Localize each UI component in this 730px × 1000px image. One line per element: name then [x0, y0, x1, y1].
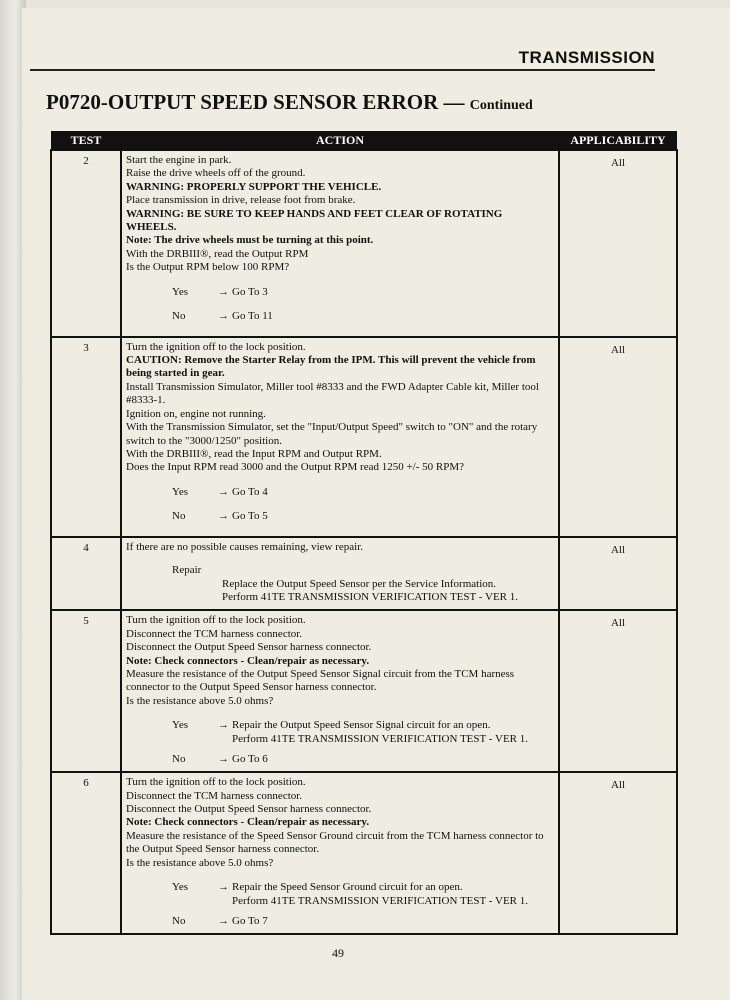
option-no: No → Go To 5 [172, 509, 268, 522]
test-action [121, 772, 559, 934]
action-line: Raise the drive wheels off of the ground. [126, 167, 306, 180]
test-applicability: All [559, 772, 677, 934]
action-line: Is the Output RPM below 100 RPM? [126, 261, 290, 274]
test-number: 3 [51, 337, 121, 537]
action-line: Disconnect the Output Speed Sensor harness connector. [126, 641, 372, 654]
action-line: With the Transmission Simulator, set the "Input/Output Speed" switch to "ON" and the rotary switch to the "3000/1250" position. [126, 421, 538, 447]
action-line: With the DRBIII®, read the Input RPM and Output RPM. [126, 447, 382, 460]
note-line: Note: Check connectors - Clean/repair as necessary. [126, 816, 370, 829]
title-continued: Continued [469, 98, 533, 113]
action-line: Turn the ignition off to the lock position. [126, 776, 306, 789]
action-line: Disconnect the TCM harness connector. [126, 627, 303, 640]
table-row [51, 772, 677, 934]
action-line: Start the engine in park. [126, 154, 232, 166]
table-row [51, 610, 677, 772]
action-line: Measure the resistance of the Output Speed Sensor Signal circuit from the TCM harness connector to the Output Speed Sensor harness connector. [126, 667, 515, 694]
repair-line: Perform 41TE TRANSMISSION VERIFICATION TEST - VER 1. [222, 590, 518, 603]
option-yes: Yes → Repair the Output Speed Sensor Signal circuit for an open. Perform 41TE TRANSMISSION VERIFICATION TEST - VER 1. [172, 719, 528, 746]
repair-label: Repair [172, 564, 202, 577]
options [126, 285, 554, 323]
option-no: No → Go To 6 [172, 753, 268, 766]
test-action [121, 537, 559, 611]
page-number: 49 [332, 946, 344, 960]
table-row [51, 337, 677, 537]
action-line: Place transmission in drive, release foot from brake. [126, 194, 356, 207]
test-number: 4 [51, 537, 121, 611]
test-applicability: All [559, 150, 677, 337]
note-line: Note: Check connectors - Clean/repair as necessary. [126, 654, 370, 667]
manual-page [22, 8, 730, 1000]
action-line: Disconnect the TCM harness connector. [126, 789, 303, 802]
caution-line: CAUTION: Remove the Starter Relay from the IPM. This will prevent the vehicle from being started in gear. [126, 354, 536, 380]
action-line: Does the Input RPM read 3000 and the Output RPM read 1250 +/- 50 RPM? [126, 461, 465, 474]
test-applicability: All [559, 537, 677, 611]
test-number: 5 [51, 610, 121, 772]
options [126, 485, 554, 523]
title-main: P0720-OUTPUT SPEED SENSOR ERROR — [46, 90, 465, 114]
note-line: Note: The drive wheels must be turning at this point. [126, 234, 374, 247]
test-number: 2 [51, 150, 121, 337]
test-action [121, 150, 559, 337]
action-line: Ignition on, engine not running. [126, 407, 266, 420]
test-action [121, 337, 559, 537]
action-line: Is the resistance above 5.0 ohms? [126, 856, 274, 869]
options [126, 718, 554, 766]
col-header-action: ACTION [121, 131, 559, 150]
option-no: No → Go To 7 [172, 915, 268, 928]
col-header-test: TEST [51, 131, 121, 150]
action-line: Disconnect the Output Speed Sensor harness connector. [126, 803, 372, 815]
header-rule [30, 69, 655, 71]
option-no: No → Go To 11 [172, 309, 273, 322]
table-row [51, 537, 677, 611]
test-action [121, 610, 559, 772]
action-line: Turn the ignition off to the lock position. [126, 340, 306, 353]
table-header-row [51, 131, 677, 150]
page-title [46, 90, 533, 115]
action-line: Is the resistance above 5.0 ohms? [126, 694, 274, 707]
action-line: If there are no possible causes remaining, view repair. [126, 540, 364, 553]
warning-line: WARNING: BE SURE TO KEEP HANDS AND FEET CLEAR OF ROTATING WHEELS. [126, 207, 503, 234]
action-line: Measure the resistance of the Speed Sensor Ground circuit from the TCM harness connector to the Output Speed Sensor harness connector. [126, 829, 544, 856]
repair-line: Replace the Output Speed Sensor per the Service Information. [222, 577, 497, 590]
col-header-applicability: APPLICABILITY [559, 131, 677, 150]
action-line: With the DRBIII®, read the Output RPM [126, 247, 309, 260]
test-applicability: All [559, 337, 677, 537]
action-line: Install Transmission Simulator, Miller tool #8333 and the FWD Adapter Cable kit, Miller tool #8333-1. [126, 380, 539, 407]
test-number: 6 [51, 772, 121, 934]
action-line: Turn the ignition off to the lock position. [126, 614, 306, 627]
option-yes: Yes → Repair the Speed Sensor Ground circuit for an open. Perform 41TE TRANSMISSION VERIFICATION TEST - VER 1. [172, 881, 528, 908]
test-applicability: All [559, 610, 677, 772]
options [126, 880, 554, 928]
option-yes: Yes → Go To 4 [172, 485, 268, 498]
section-header: TRANSMISSION [518, 48, 655, 67]
option-yes: Yes → Go To 3 [172, 285, 268, 298]
table-row [51, 150, 677, 337]
warning-line: WARNING: PROPERLY SUPPORT THE VEHICLE. [126, 180, 382, 193]
diagnostic-table [50, 131, 678, 935]
